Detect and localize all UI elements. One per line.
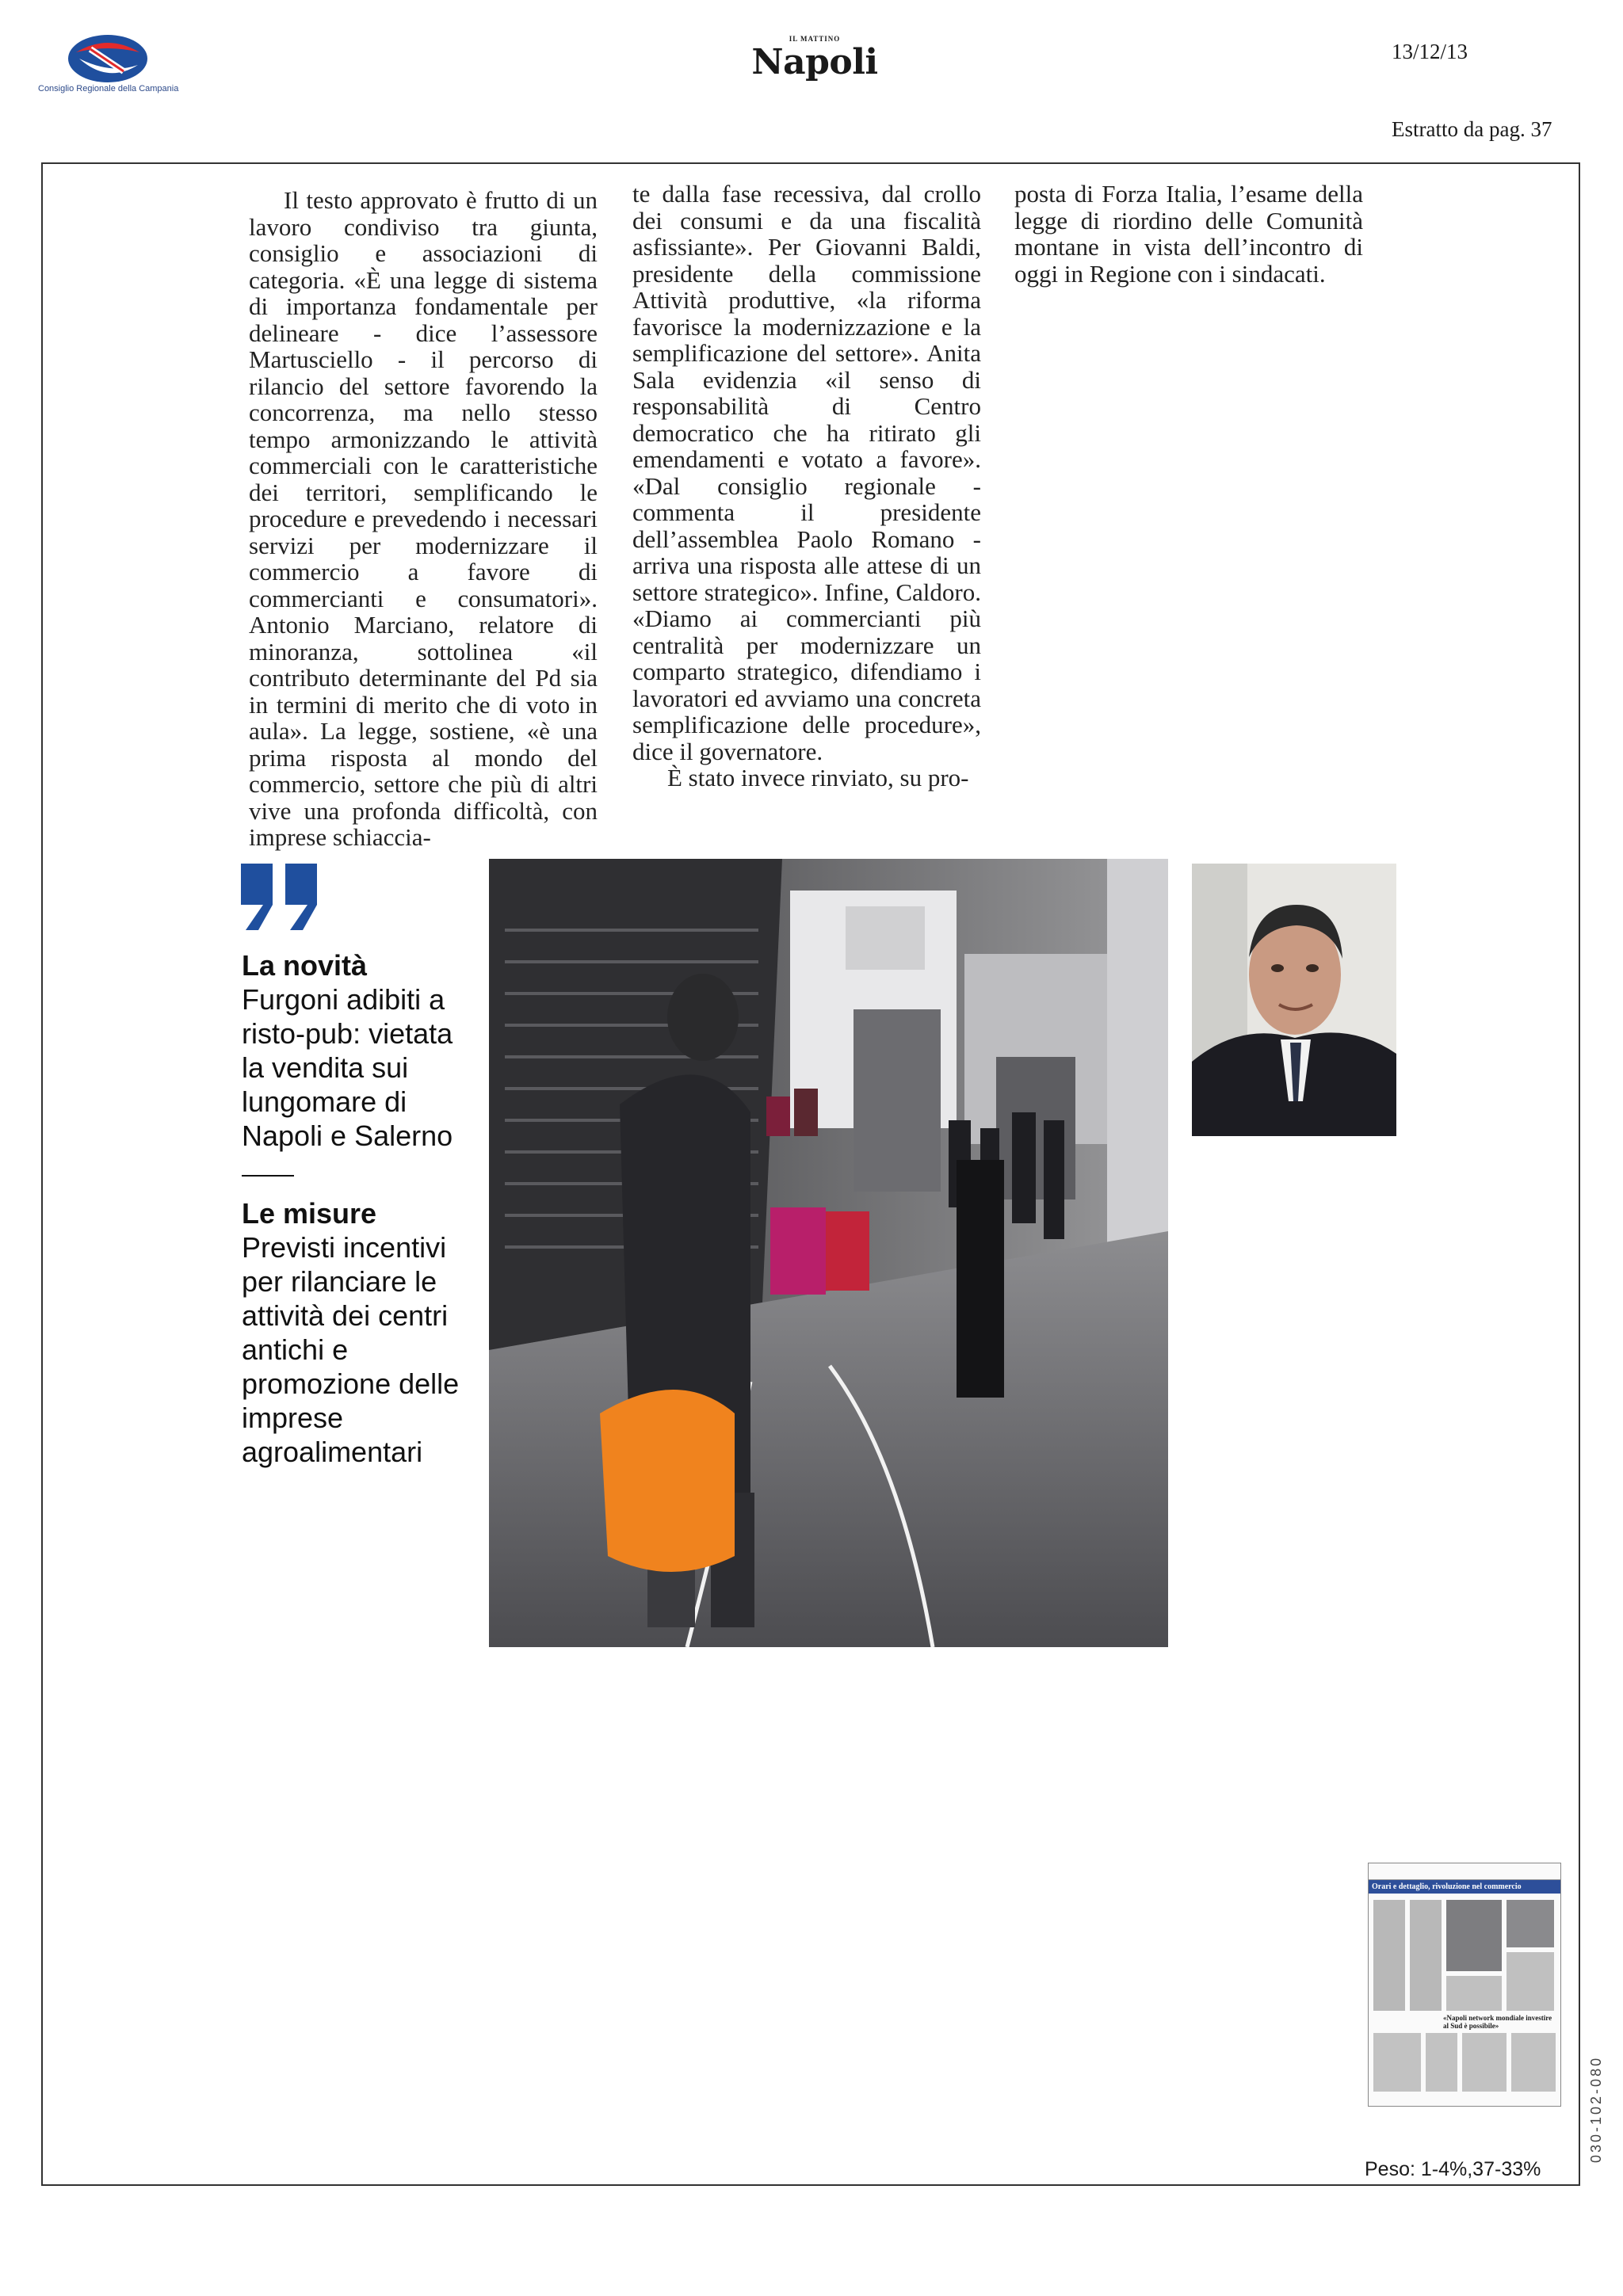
sidebar-text-misure: Previsti incentivi per rilanciare le attività dei centri antichi e promozione delle imprese agroalimentari: [242, 1231, 460, 1468]
article-column-3: [1014, 181, 1363, 287]
article-column-2: [632, 181, 981, 791]
quote-mark-icon: [239, 862, 327, 933]
regional-council-logo: [38, 35, 181, 98]
issue-date: 13/12/13: [1392, 40, 1468, 63]
masthead: [735, 35, 894, 82]
logo-caption: Consiglio Regionale della Campania: [38, 84, 179, 93]
sidebar-heading-novita: La novità: [242, 949, 368, 982]
article-column-1: [249, 187, 598, 851]
thumbnail-headline: Orari e dettaglio, rivoluzione nel commercio: [1369, 1880, 1560, 1894]
paragraph: posta di Forza Italia, l’esame della legge di riordino delle Comunità montane in vista dell’incontro di oggi in Regione con i sindacati.: [1014, 180, 1363, 288]
weight-label: Peso: 1-4%,37-33%: [1365, 2158, 1541, 2180]
street-photo: [489, 859, 1168, 1647]
masthead-small: IL MATTINO: [789, 35, 841, 43]
council-emblem-icon: [38, 35, 181, 86]
masthead-title: Napoli: [751, 42, 878, 82]
sidebar-heading-misure: Le misure: [242, 1197, 377, 1230]
page-thumbnail: [1368, 1863, 1561, 2107]
paragraph: te dalla fase recessiva, dal crollo dei consumi e da una fiscalità asfissiante». Per Giovanni Baldi, presidente della commissione Attività produttive, «la riforma favorisce la modernizzazione e la semplificazione del settore». Anita Sala evidenzia «il senso di responsabilità di Centro democratico che ha ritirato gli emendamenti e votato a favore». «Dal consiglio regionale - commenta il presidente dell’assemblea Paolo Romano - arriva una risposta alle attese di un settore strategico». Infine, Caldoro. «Diamo ai commercianti più centralità per modernizzare un comparto strategico, difendiamo i lavoratori ed avviamo una concreta semplificazione delle procedure», dice il governatore.: [632, 180, 981, 765]
page-extract: Estratto da pag. 37: [1392, 117, 1552, 141]
sidebar-text-novita: Furgoni adibiti a risto-pub: vietata la vendita sui lungomare di Napoli e Salerno: [242, 983, 453, 1152]
paragraph: È stato invece rinviato, su pro-: [667, 764, 969, 791]
portrait-photo: [1192, 864, 1396, 1136]
paragraph: Il testo approvato è frutto di un lavoro condiviso tra giunta, consiglio e associazioni di categoria. «È una legge di sistema di importanza fondamentale per delineare - dice l’assessore Martusciello - il percorso di rilancio del settore favorendo la concorrenza, ma nello stesso tempo armonizzando le attività commerciali con le caratteristiche dei territori, semplificando le procedure e prevedendo i necessari servizi per modernizzare il commercio a favore di commercianti e consumatori». Antonio Marciano, relatore di minoranza, sottolinea «il contributo determinante del Pd sia in termini di merito che di voto in aula». La legge, sostiene, «è una prima risposta al mondo del commercio, settore che più di altri vive una profonda difficoltà, con imprese schiaccia-: [249, 186, 598, 851]
sidebar-divider: [242, 1175, 294, 1177]
thumbnail-subhead: «Napoli network mondiale investire al Sud è possibile»: [1443, 2014, 1552, 2030]
sidebar-box: [242, 949, 479, 1469]
document-code: 030-102-080: [1588, 2055, 1604, 2163]
